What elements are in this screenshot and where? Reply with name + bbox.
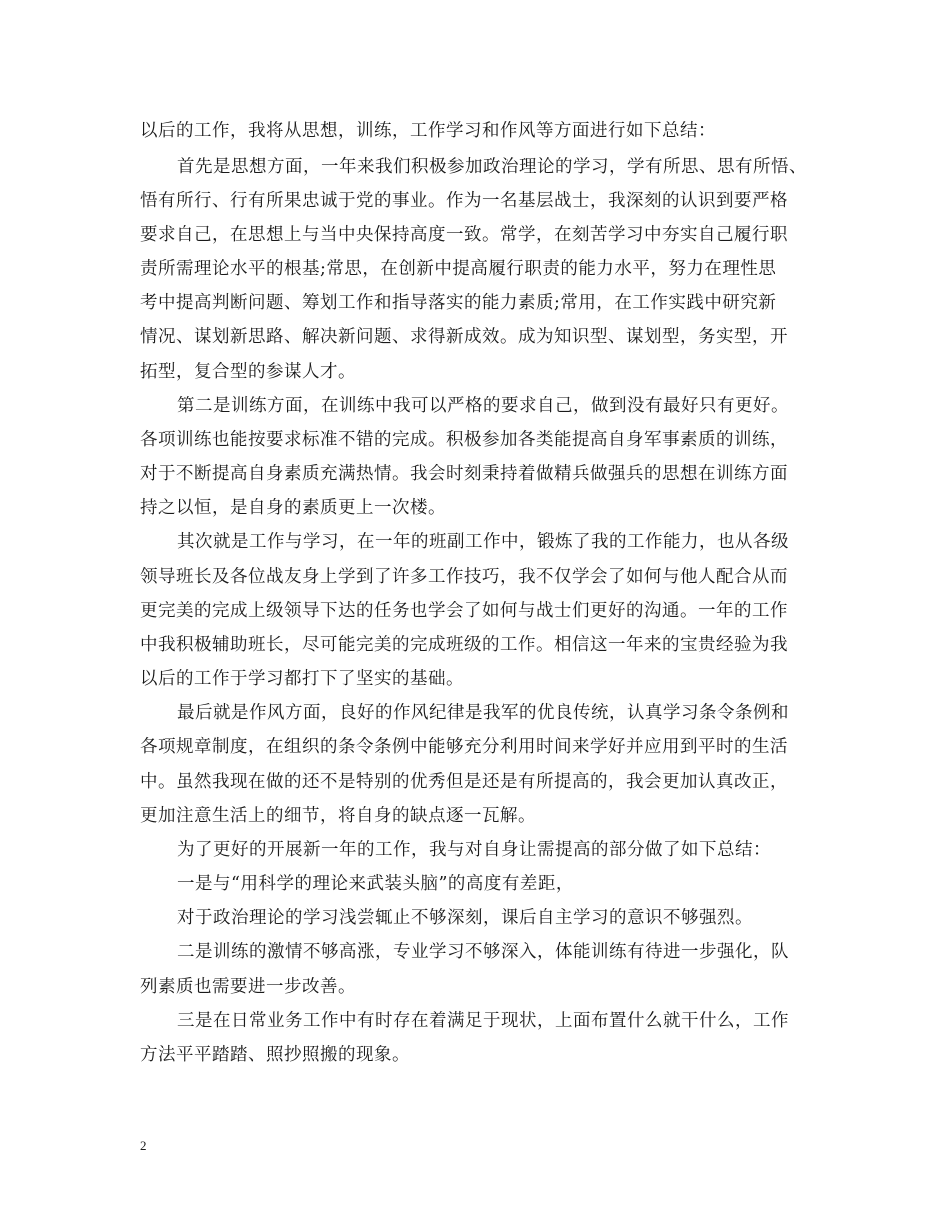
text-line: 更加注意生活上的细节，将自身的缺点逐一瓦解。: [140, 806, 536, 826]
text-line: 各项规章制度，在组织的条令条例中能够充分利用时间来学好并应用到平时的生活: [140, 737, 788, 757]
text-line: 中我积极辅助班长，尽可能完美的完成班级的工作。相信这一年来的宝贵经验为我: [140, 635, 788, 655]
paragraph-line: 对于政治理论的学习浅尝辄止不够深刻，课后自主学习的意识不够强烈。: [177, 908, 753, 928]
text-line: 以后的工作于学习都打下了坚实的基础。: [140, 669, 464, 689]
text-line: 更完美的完成上级领导下达的任务也学会了如何与战士们更好的沟通。一年的工作: [140, 601, 788, 621]
text-line: 各项训练也能按要求标准不错的完成。积极参加各类能提高自身军事素质的训练，: [140, 430, 788, 450]
paragraph-line: 二是训练的激情不够高涨，专业学习不够深入，体能训练有待进一步强化，队: [177, 942, 789, 962]
text-line: 悟有所行、行有所果忠诚于党的事业。作为一名基层战士，我深刻的认识到要严格: [140, 191, 788, 211]
text-line: 以后的工作，我将从思想，训练，工作学习和作风等方面进行如下总结：: [140, 121, 716, 141]
paragraph-line: 最后就是作风方面，良好的作风纪律是我军的优良传统，认真学习条令条例和: [177, 703, 789, 723]
text-line: 中。虽然我现在做的还不是特别的优秀但是还是有所提高的，我会更加认真改正，: [140, 772, 788, 792]
text-line: 拓型，复合型的参谋人才。: [140, 362, 356, 382]
text-line: 责所需理论水平的根基;常思，在创新中提高履行职责的能力水平，努力在理性思: [140, 259, 777, 279]
text-line: 领导班长及各位战友身上学到了许多工作技巧，我不仅学会了如何与他人配合从而: [140, 567, 788, 587]
text-line: 要求自己，在思想上与当中央保持高度一致。常学，在刻苦学习中夯实自己履行职: [140, 225, 788, 245]
text-line: 考中提高判断问题、筹划工作和指导落实的能力素质;常用，在工作实践中研究新: [140, 293, 777, 313]
paragraph-line: 第二是训练方面，在训练中我可以严格的要求自己，做到没有最好只有更好。: [177, 396, 789, 416]
paragraph-line: 一是与“用科学的理论来武装头脑”的高度有差距，: [177, 874, 574, 894]
paragraph-line: 三是在日常业务工作中有时存在着满足于现状，上面布置什么就干什么，工作: [177, 1011, 789, 1031]
text-line: 对于不断提高自身素质充满热情。我会时刻秉持着做精兵做强兵的思想在训练方面: [140, 464, 788, 484]
text-line: 持之以恒，是自身的素质更上一次楼。: [140, 498, 446, 518]
text-line: 情况、谋划新思路、解决新问题、求得新成效。成为知识型、谋划型，务实型，开: [140, 327, 788, 347]
page-number: 2: [140, 1138, 147, 1153]
paragraph-line: 首先是思想方面，一年来我们积极参加政治理论的学习，学有所思、思有所悟、: [177, 157, 807, 177]
paragraph-line: 为了更好的开展新一年的工作，我与对自身让需提高的部分做了如下总结：: [177, 840, 771, 860]
text-line: 方法平平踏踏、照抄照搬的现象。: [140, 1045, 410, 1065]
paragraph-line: 其次就是工作与学习，在一年的班副工作中，锻炼了我的工作能力，也从各级: [177, 532, 789, 552]
text-line: 列素质也需要进一步改善。: [140, 977, 356, 997]
